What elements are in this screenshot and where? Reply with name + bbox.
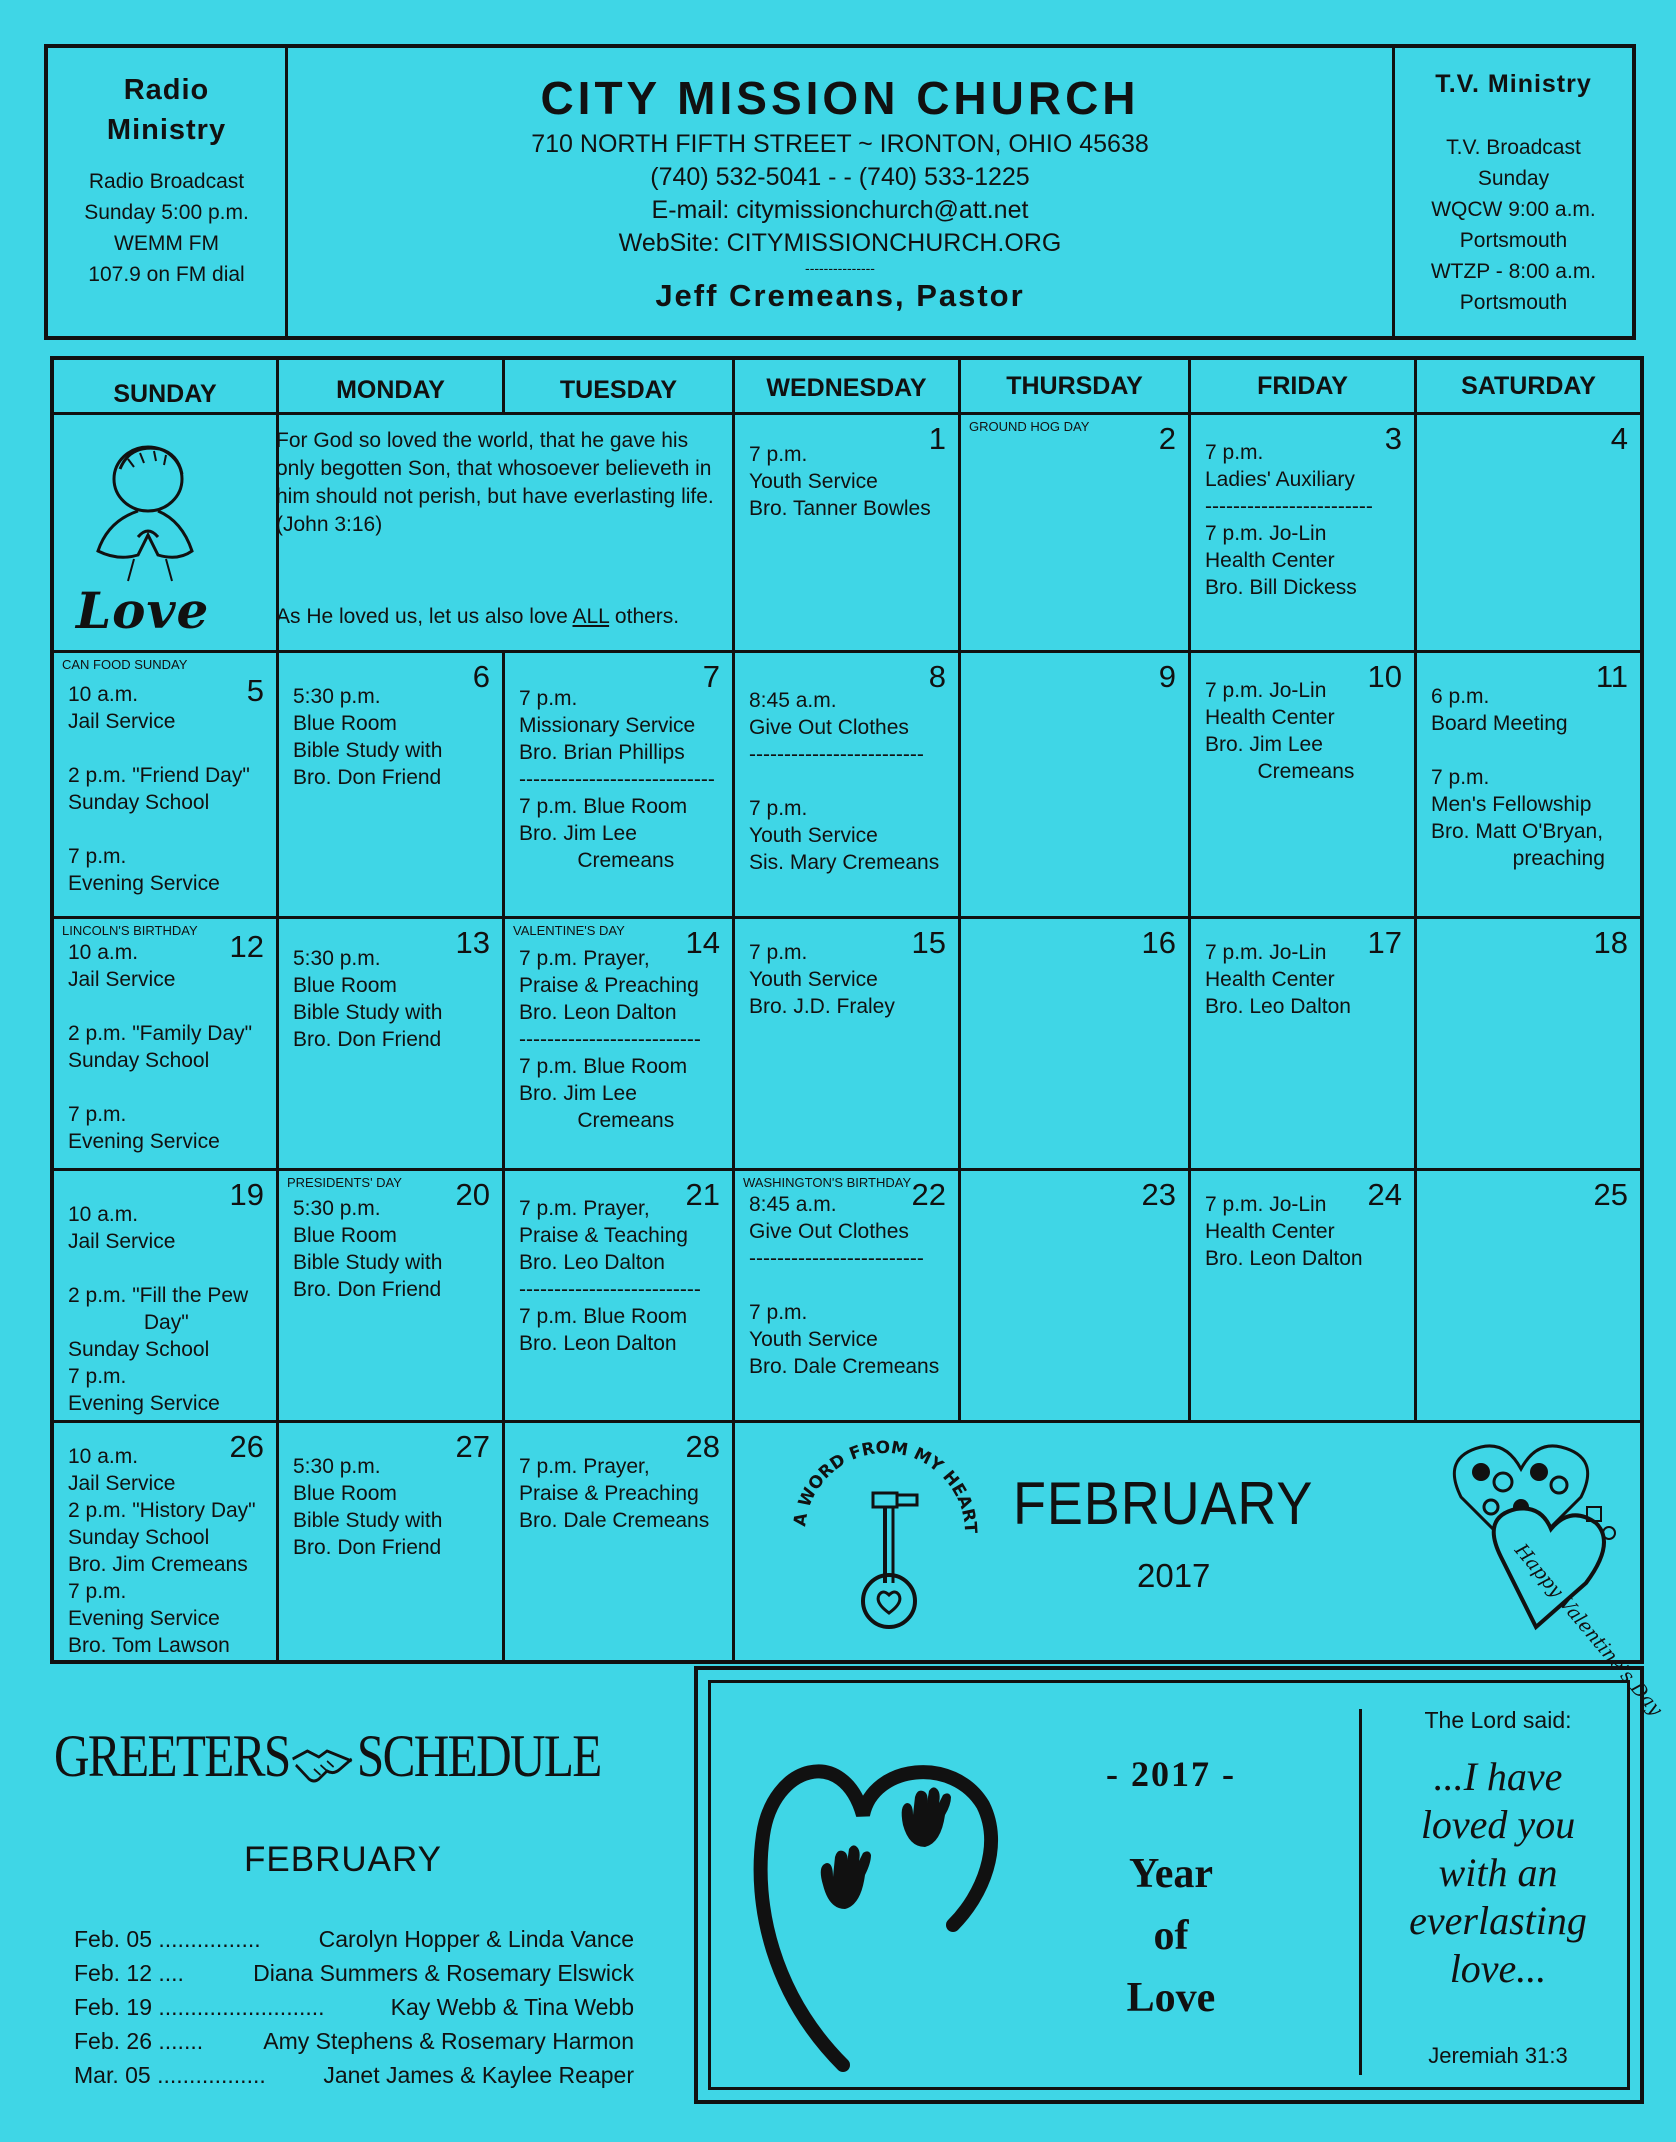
day-cell [54,919,276,1168]
greeter-date: Feb. 26 ....... [74,2028,204,2054]
day-cell [54,653,276,916]
love-year: - 2017 - [1106,1754,1236,1794]
day-number: 28 [685,1429,720,1464]
holiday-tag: PRESIDENTS' DAY [287,1175,402,1190]
day-cell [1191,1171,1414,1420]
tv-line: Sunday [1477,167,1550,190]
day-number: 21 [685,1177,720,1212]
day-cell [505,919,732,1168]
lord-said-label: The Lord said: [1424,1707,1572,1733]
day-number: 26 [229,1429,264,1464]
valentine-text: Happy Valentine's Day [1510,1539,1667,1721]
holiday-tag: CAN FOOD SUNDAY [62,657,188,672]
day-number: 14 [685,925,720,960]
radio-ministry-title: Radio Ministry [106,74,227,146]
day-events: 7 p.m. Youth Service Bro. Tanner Bowles [749,443,931,520]
church-name: CITY MISSION CHURCH [540,72,1140,124]
day-number: 10 [1367,659,1402,694]
radio-line: Radio Broadcast [88,170,245,193]
day-events: 7 p.m. Prayer, Praise & Preaching Bro. Leon Dalton -------------------------- 7 p.m. Blue Room Bro. Jim Lee Cremeans [519,947,701,1132]
day-cell [961,653,1188,916]
day-cell [735,415,958,650]
tv-line: Portsmouth [1459,291,1568,314]
day-header-wednesday: WEDNESDAY [766,374,927,402]
day-number: 1 [928,421,946,456]
day-header-saturday: SATURDAY [1461,372,1596,400]
day-cell [279,1171,502,1420]
day-header-monday: MONDAY [336,376,445,404]
key-heart-icon [785,1433,985,1643]
day-cell [1417,415,1640,650]
day-cell [279,919,502,1168]
holiday-tag: GROUND HOG DAY [969,419,1090,434]
day-cell [961,1171,1188,1420]
day-number: 5 [246,673,264,708]
day-events: 7 p.m. Prayer, Praise & Preaching Bro. Dale Cremeans [519,1455,710,1532]
day-events: 5:30 p.m. Blue Room Bible Study with Bro. Don Friend [293,685,443,789]
greeter-date: Feb. 05 ................ [74,1926,261,1952]
day-events: 7 p.m. Missionary Service Bro. Brian Phillips ---------------------------- 7 p.m. Blue Room Bro. Jim Lee Cremeans [519,687,715,872]
day-cell [505,653,732,916]
day-events: 7 p.m. Jo-Lin Health Center Bro. Leo Dalton [1205,941,1351,1018]
day-events: 6 p.m. Board Meeting 7 p.m. Men's Fellowship Bro. Matt O'Bryan, preaching [1431,685,1605,870]
day-cell [54,1423,276,1660]
greeter-names: Janet James & Kaylee Reaper [323,2062,634,2088]
day-number: 16 [1141,925,1176,960]
tv-line: T.V. Broadcast [1446,136,1581,159]
day-cell [961,919,1188,1168]
holiday-tag: LINCOLN'S BIRTHDAY [62,923,198,938]
radio-line: Sunday 5:00 p.m. [84,201,249,224]
day-cell [735,653,958,916]
greeter-date: Feb. 19 .......................... [74,1994,325,2020]
john-3-16-verse: For God so loved the world, that he gave his only begotten Son, that whosoever believeth in him should not perish, but have everlasting life. (John 3:16) [276,429,714,536]
day-number: 17 [1367,925,1402,960]
day-events: 10 a.m. Jail Service 2 p.m. "History Day" Sunday School Bro. Jim Cremeans 7 p.m. Evening Service Bro. Tom Lawson [68,1445,256,1657]
day-cell [505,1423,732,1660]
radio-ministry-box [48,48,288,336]
year-of-love-inner [708,1680,1630,2090]
heart-handprints-icon [753,1745,1003,2075]
day-cell [1191,415,1414,650]
day-events: 10 a.m. Jail Service 2 p.m. "Fill the Pew Day" Sunday School 7 p.m. Evening Service [68,1203,249,1415]
church-website: WebSite: CITYMISSIONCHURCH.ORG [618,229,1062,257]
tv-ministry-box [1392,48,1632,336]
day-events: 5:30 p.m. Blue Room Bible Study with Bro. Don Friend [293,1197,443,1301]
intro-cell [54,415,732,650]
key-motto: A WORD FROM MY HEART [790,1437,981,1535]
day-events: 7 p.m. Jo-Lin Health Center Bro. Jim Lee Cremeans [1205,679,1355,783]
day-cell [505,1171,732,1420]
day-events: 10 a.m. Jail Service 2 p.m. "Friend Day" Sunday School 7 p.m. Evening Service [68,683,250,895]
year-title: 2017 [1137,1557,1211,1594]
radio-line: 107.9 on FM dial [88,263,245,286]
radio-line: WEMM FM [114,232,219,255]
day-header-friday: FRIDAY [1257,372,1348,400]
greeter-names: Kay Webb & Tina Webb [390,1994,634,2020]
pastor-name: Jeff Cremeans, Pastor [655,278,1025,313]
day-number: 23 [1141,1177,1176,1212]
jeremiah-quote: ...I have loved you with an everlasting love... [1409,1754,1587,1991]
scripture-reference: Jeremiah 31:3 [1428,2043,1568,2068]
greeter-names: Amy Stephens & Rosemary Harmon [263,2028,634,2054]
greeter-date: Mar. 05 ................. [74,2062,266,2088]
church-address: 710 NORTH FIFTH STREET ~ IRONTON, OHIO 45638 [531,130,1149,158]
day-header-sunday: SUNDAY [113,380,217,408]
day-events: 8:45 a.m. Give Out Clothes ------------------------- 7 p.m. Youth Service Sis. Mary Cremeans [749,689,940,874]
day-number: 18 [1593,925,1628,960]
day-number: 24 [1367,1177,1402,1212]
holiday-tag: WASHINGTON'S BIRTHDAY [743,1175,912,1190]
day-cell [735,919,958,1168]
day-cell [1191,653,1414,916]
day-number: 3 [1384,421,1402,456]
day-number: 25 [1593,1177,1628,1212]
year-of-love-box [694,1666,1644,2104]
greeter-date: Feb. 12 .... [74,1960,184,1986]
tv-line: WQCW 9:00 a.m. [1431,198,1596,221]
day-number: 22 [911,1177,946,1212]
day-number: 11 [1595,659,1628,694]
love-all-line: As He loved us, let us also love ALL others. [276,605,680,628]
greeter-names: Diana Summers & Rosemary Elswick [253,1960,634,1986]
day-cell [279,1423,502,1660]
day-number: 2 [1158,421,1176,456]
day-number: 27 [455,1429,490,1464]
day-number: 19 [229,1177,264,1212]
day-number: 7 [702,659,720,694]
day-header-tuesday: TUESDAY [559,376,678,404]
day-events: 7 p.m. Jo-Lin Health Center Bro. Leon Dalton [1205,1193,1363,1270]
day-events: 5:30 p.m. Blue Room Bible Study with Bro. Don Friend [293,947,443,1051]
header-rule: --------------- [805,260,875,276]
tv-ministry-title: T.V. Ministry [1435,70,1592,98]
day-number: 8 [928,659,946,694]
day-cell [735,1171,958,1420]
year-of-love-text: Year of Love [1126,1851,1216,2021]
day-cell [1417,653,1640,916]
day-events: 10 a.m. Jail Service 2 p.m. "Family Day" Sunday School 7 p.m. Evening Service [68,941,253,1153]
tv-line: Portsmouth [1459,229,1568,252]
day-number: 20 [455,1177,490,1212]
lovebox-divider [1359,1709,1362,2075]
day-header-thursday: THURSDAY [1006,372,1143,400]
day-events: 7 p.m. Youth Service Bro. J.D. Fraley [749,941,895,1018]
church-header [44,44,1636,340]
day-number: 13 [455,925,490,960]
love-lettering: Love [76,581,210,640]
tv-line: WTZP - 8:00 a.m. [1430,260,1597,283]
day-events: 5:30 p.m. Blue Room Bible Study with Bro. Don Friend [293,1455,443,1559]
day-events: 8:45 a.m. Give Out Clothes ------------------------- 7 p.m. Youth Service Bro. Dale Cremeans [749,1193,940,1378]
day-cell [54,1171,276,1420]
greeter-names: Carolyn Hopper & Linda Vance [318,1926,634,1952]
day-cell [279,653,502,916]
day-cell [1191,919,1414,1168]
handshake-icon [291,1739,355,1785]
day-cell [961,415,1188,650]
day-number: 4 [1610,421,1628,456]
month-title: FEBRUARY [1013,1470,1314,1537]
holiday-tag: VALENTINE'S DAY [513,923,625,938]
greeters-month: FEBRUARY [244,1840,442,1879]
day-cell [1417,1171,1640,1420]
greeters-schedule-title: GREETERS SCHEDULE [54,1723,601,1789]
day-number: 9 [1158,659,1176,694]
day-cell [1417,919,1640,1168]
church-info [288,48,1392,336]
church-phones: (740) 532-5041 - - (740) 533-1225 [650,163,1030,191]
church-email: E-mail: citymissionchurch@att.net [651,196,1029,224]
day-number: 12 [229,929,264,964]
day-events: 7 p.m. Ladies' Auxiliary ------------------------ 7 p.m. Jo-Lin Health Center Bro. Bill Dickess [1205,441,1373,599]
day-number: 15 [911,925,946,960]
day-number: 6 [472,659,490,694]
day-events: 7 p.m. Prayer, Praise & Teaching Bro. Leo Dalton -------------------------- 7 p.m. Blue Room Bro. Leon Dalton [519,1197,701,1355]
